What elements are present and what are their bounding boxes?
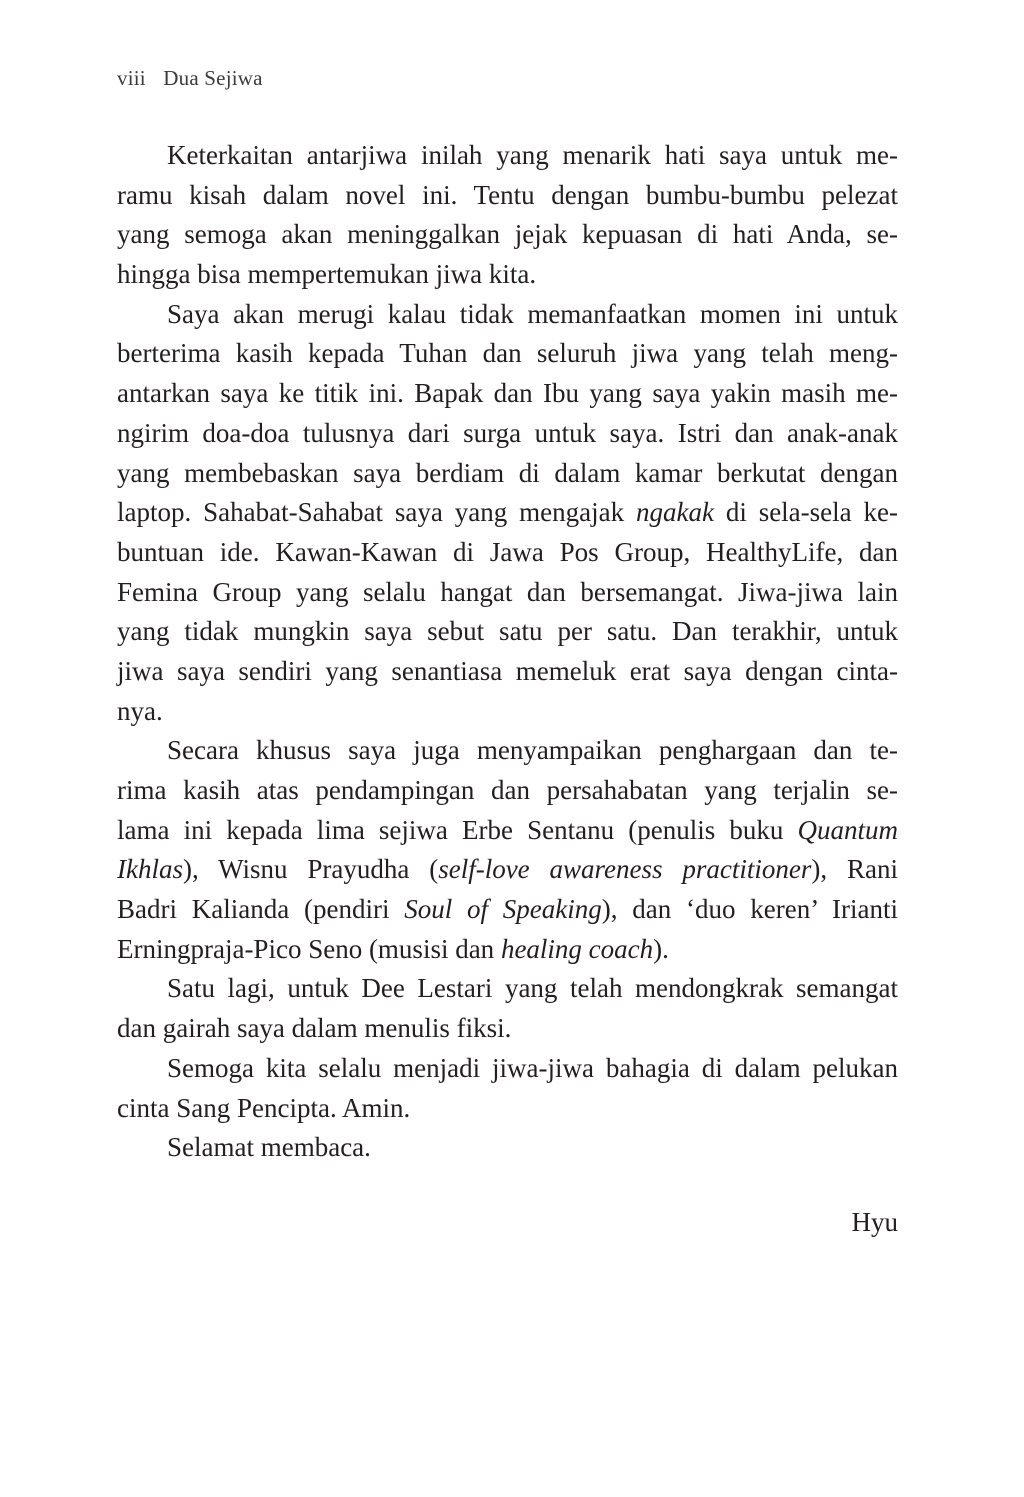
italic-text: healing coach [500,933,654,964]
italic-text: Ikhlas [117,854,183,885]
text-line [117,176,898,216]
text-line [117,731,898,771]
text-run: Keterkaitan antarjiwa inilah yang menarik hati saya untuk me- [167,140,898,170]
text-run: Badri Kalianda (pendiri [117,894,405,925]
paragraph [117,295,898,732]
text-run: ramu kisah dalam novel ini. Tentu dengan bumbu-bumbu pelezat [117,179,898,210]
text-line [117,692,898,732]
text-run: Erningpraja-Pico Seno (musisi dan [117,933,501,964]
text-run: hingga bisa mempertemukan jiwa kita. [117,259,537,290]
text-line [117,136,898,176]
text-line [117,890,898,930]
italic-text: Soul of Speaking [404,894,602,925]
text-run: ), Wisnu Prayudha ( [182,854,439,885]
text-line [117,811,898,851]
body-text [117,136,898,1168]
text-line [117,414,898,454]
text-run: berterima kasih kepada Tuhan dan seluruh jiwa yang telah meng- [117,338,898,369]
text-line [117,295,898,335]
italic-text: self-love awareness practitioner [438,854,812,885]
text-run: Femina Group yang selalu hangat dan bersemangat. Jiwa-jiwa lain [117,576,898,607]
text-run: antarkan saya ke titik ini. Bapak dan Ibu yang saya yakin masih me- [117,378,898,409]
text-run: Secara khusus saya juga menyampaikan penghargaan dan te- [167,735,898,766]
text-run: ), dan ‘duo keren’ Irianti [601,894,898,925]
text-line [117,1009,898,1049]
italic-text: Quantum [797,814,898,845]
text-line [117,334,898,374]
text-run: ), Rani [811,854,898,885]
text-line [117,215,898,255]
text-line [117,652,898,692]
text-run: yang semoga akan meninggalkan jejak kepuasan di hati Anda, se- [117,219,898,250]
text-run: Saya akan merugi kalau tidak memanfaatkan momen ini untuk [167,298,898,329]
paragraph [117,1049,898,1128]
italic-text: ngakak [635,497,714,528]
text-run: buntuan ide. Kawan-Kawan di Jawa Pos Group, HealthyLife, dan [117,536,898,567]
text-line [117,255,898,295]
text-line [117,969,898,1009]
text-run: jiwa saya sendiri yang senantiasa memeluk erat saya dengan cinta- [117,655,898,686]
paragraph [117,731,898,969]
book-title: Dua Sejiwa [163,66,263,90]
text-line [117,1049,898,1089]
text-run: Semoga kita selalu menjadi jiwa-jiwa bahagia di dalam pelukan [167,1052,898,1083]
text-run: ngirim doa-doa tulusnya dari surga untuk saya. Istri dan anak-anak [117,417,898,448]
text-run: cinta Sang Pencipta. Amin. [117,1092,411,1123]
paragraph [117,136,898,295]
text-run: laptop. Sahabat-Sahabat saya yang mengajak [117,497,636,528]
text-run: Selamat membaca. [167,1132,371,1163]
text-run: yang membebaskan saya berdiam di dalam kamar berkutat dengan [117,457,898,488]
text-run: yang tidak mungkin saya sebut satu per satu. Dan terakhir, untuk [117,616,898,647]
page-number: viii [117,66,146,90]
text-run: dan gairah saya dalam menulis fiksi. [117,1013,512,1044]
text-line [117,930,898,970]
text-run: ). [653,933,669,964]
author-signature: Hyu [851,1207,898,1237]
text-run: nya. [117,695,163,726]
text-run: di sela-sela ke- [713,497,898,528]
paragraph [117,1128,898,1168]
text-line [117,533,898,573]
text-line [117,374,898,414]
text-line [117,1128,898,1168]
paragraph [117,969,898,1048]
text-line [117,771,898,811]
text-line [117,612,898,652]
text-run: rima kasih atas pendampingan dan persahabatan yang terjalin se- [117,775,898,805]
text-line [117,1089,898,1129]
text-line [117,573,898,613]
text-run: lama ini kepada lima sejiwa Erbe Sentanu (penulis buku [117,814,798,845]
text-line [117,850,898,890]
running-head [117,66,263,91]
text-line [117,454,898,494]
text-run: Satu lagi, untuk Dee Lestari yang telah mendongkrak semangat [167,973,898,1004]
text-line [117,493,898,533]
